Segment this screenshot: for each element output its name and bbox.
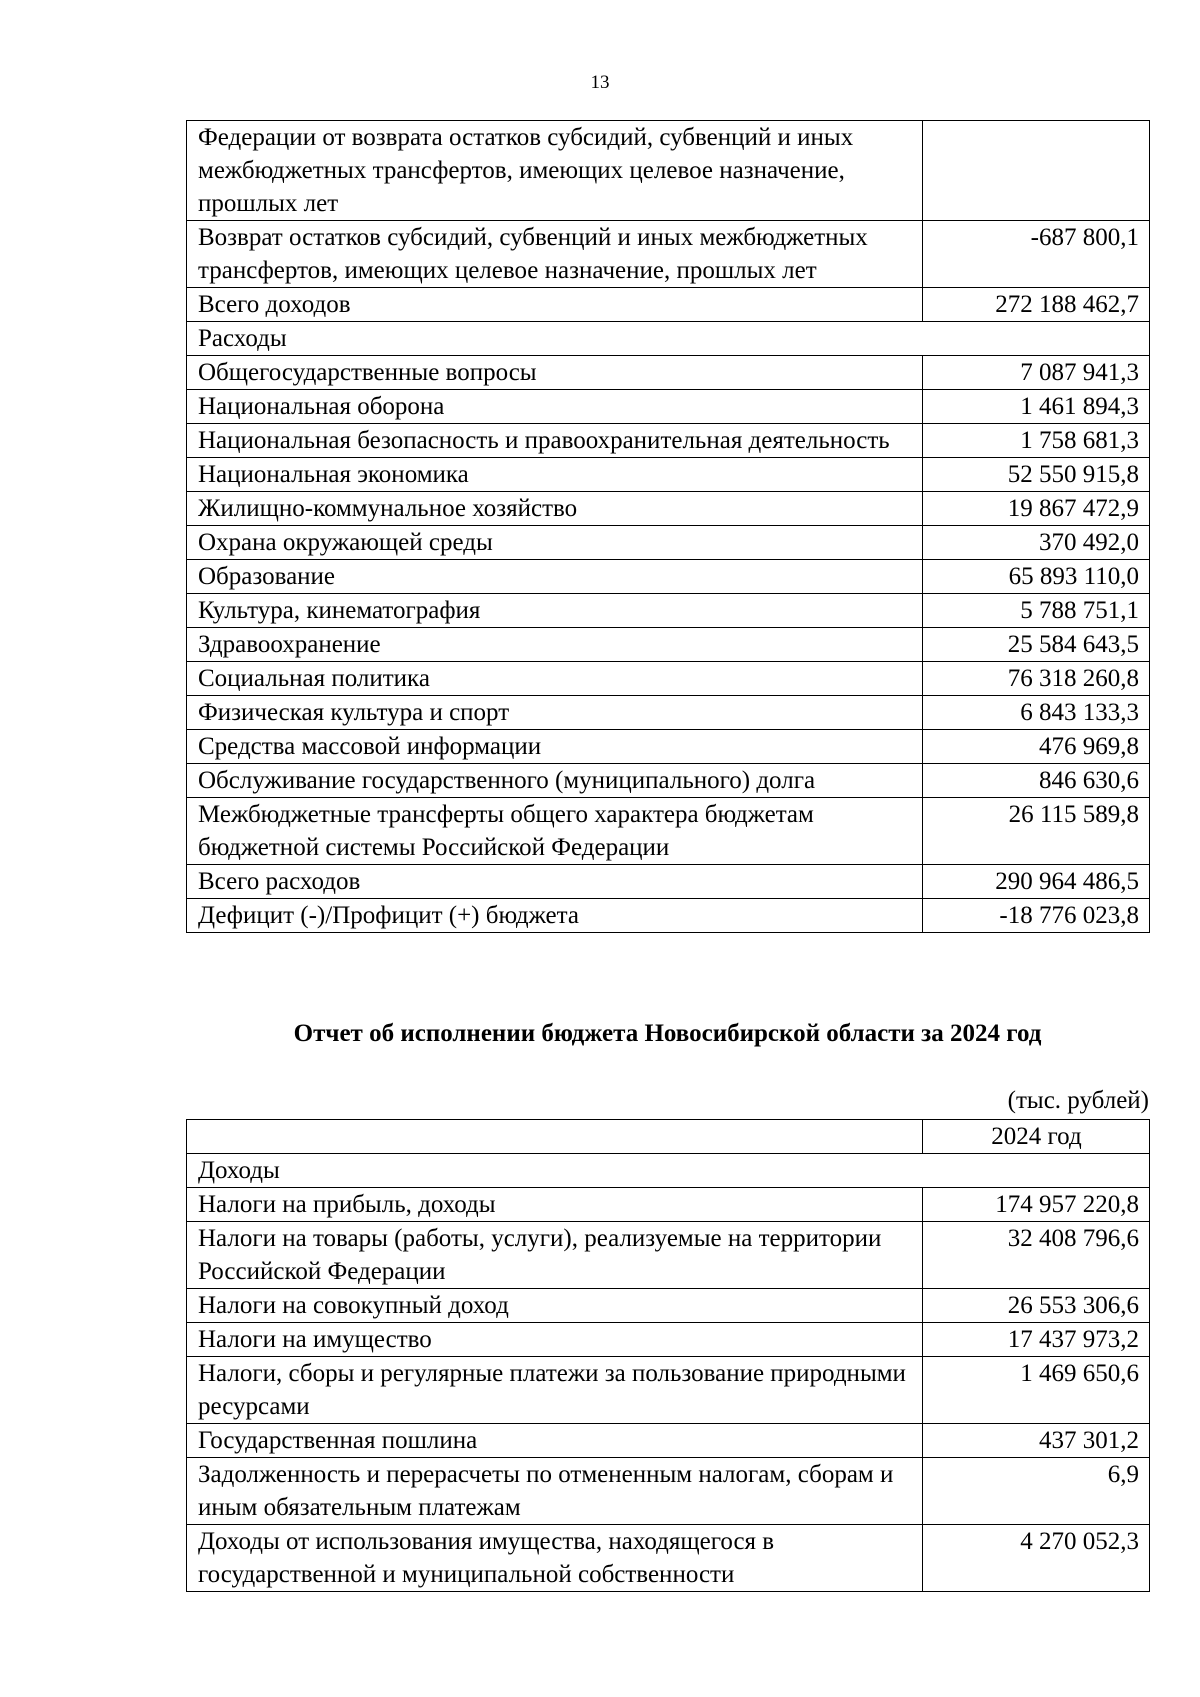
page-number: 13 <box>590 72 610 93</box>
row-value: 4 270 052,3 <box>923 1525 1150 1592</box>
header-label-cell <box>187 1120 923 1154</box>
row-value: -18 776 023,8 <box>923 899 1150 933</box>
row-value: 174 957 220,8 <box>923 1188 1150 1222</box>
row-value: 65 893 110,0 <box>923 560 1150 594</box>
row-label: Средства массовой информации <box>187 730 923 764</box>
row-value: 19 867 472,9 <box>923 492 1150 526</box>
table-row <box>187 1525 1150 1592</box>
row-value <box>923 121 1150 221</box>
row-label: Социальная политика <box>187 662 923 696</box>
row-value: 32 408 796,6 <box>923 1222 1150 1289</box>
row-value: 7 087 941,3 <box>923 356 1150 390</box>
row-label: Налоги на товары (работы, услуги), реализуемые на территории Российской Федерации <box>187 1222 923 1289</box>
row-label: Федерации от возврата остатков субсидий, субвенций и иных межбюджетных трансфертов, имеющих целевое назначение, прошлых лет <box>187 121 923 221</box>
table-row <box>187 526 1150 560</box>
row-label: Доходы <box>187 1154 1150 1188</box>
row-label: Национальная экономика <box>187 458 923 492</box>
table-row <box>187 696 1150 730</box>
table-row <box>187 1222 1150 1289</box>
table-row <box>187 1357 1150 1424</box>
row-value: 6,9 <box>923 1458 1150 1525</box>
table-header-row <box>187 1120 1150 1154</box>
row-value: 476 969,8 <box>923 730 1150 764</box>
table-row <box>187 628 1150 662</box>
table-row <box>187 424 1150 458</box>
row-label: Налоги, сборы и регулярные платежи за пользование природными ресурсами <box>187 1357 923 1424</box>
table-row <box>187 390 1150 424</box>
row-label: Национальная оборона <box>187 390 923 424</box>
row-label: Всего доходов <box>187 288 923 322</box>
table-row <box>187 899 1150 933</box>
row-label: Физическая культура и спорт <box>187 696 923 730</box>
row-value: 26 553 306,6 <box>923 1289 1150 1323</box>
budget-table-continued <box>186 120 1150 933</box>
row-value: 846 630,6 <box>923 764 1150 798</box>
table-row <box>187 560 1150 594</box>
section-title: Отчет об исполнении бюджета Новосибирской области за 2024 год <box>293 1020 1042 1047</box>
row-label: Образование <box>187 560 923 594</box>
table-row <box>187 798 1150 865</box>
row-label: Доходы от использования имущества, находящегося в государственной и муниципальной собственности <box>187 1525 923 1592</box>
section-row <box>187 322 1150 356</box>
table-row <box>187 730 1150 764</box>
table-row <box>187 458 1150 492</box>
row-value: 26 115 589,8 <box>923 798 1150 865</box>
row-value: 437 301,2 <box>923 1424 1150 1458</box>
row-label: Культура, кинематография <box>187 594 923 628</box>
table-row <box>187 1289 1150 1323</box>
row-value: 5 788 751,1 <box>923 594 1150 628</box>
row-value: 1 469 650,6 <box>923 1357 1150 1424</box>
table-row <box>187 662 1150 696</box>
table-row <box>187 121 1150 221</box>
row-label: Налоги на имущество <box>187 1323 923 1357</box>
budget-report-table <box>186 1119 1150 1592</box>
row-value: 52 550 915,8 <box>923 458 1150 492</box>
row-value: 6 843 133,3 <box>923 696 1150 730</box>
row-label: Всего расходов <box>187 865 923 899</box>
row-label: Здравоохранение <box>187 628 923 662</box>
row-label: Межбюджетные трансферты общего характера бюджетам бюджетной системы Российской Федерации <box>187 798 923 865</box>
row-label: Расходы <box>187 322 1150 356</box>
section-row <box>187 1154 1150 1188</box>
table-row <box>187 221 1150 288</box>
row-value: 290 964 486,5 <box>923 865 1150 899</box>
table-row <box>187 1188 1150 1222</box>
table-row <box>187 865 1150 899</box>
row-label: Общегосударственные вопросы <box>187 356 923 390</box>
row-value: 370 492,0 <box>923 526 1150 560</box>
row-label: Дефицит (-)/Профицит (+) бюджета <box>187 899 923 933</box>
table-row <box>187 764 1150 798</box>
row-value: 25 584 643,5 <box>923 628 1150 662</box>
row-label: Налоги на совокупный доход <box>187 1289 923 1323</box>
row-value: 1 758 681,3 <box>923 424 1150 458</box>
table-row <box>187 1424 1150 1458</box>
table-row <box>187 356 1150 390</box>
table-row <box>187 288 1150 322</box>
row-label: Возврат остатков субсидий, субвенций и иных межбюджетных трансфертов, имеющих целевое назначение, прошлых лет <box>187 221 923 288</box>
row-label: Задолженность и перерасчеты по отмененным налогам, сборам и иным обязательным платежам <box>187 1458 923 1525</box>
row-label: Национальная безопасность и правоохранительная деятельность <box>187 424 923 458</box>
row-label: Налоги на прибыль, доходы <box>187 1188 923 1222</box>
units-label: (тыс. рублей) <box>1007 1087 1149 1114</box>
row-value: -687 800,1 <box>923 221 1150 288</box>
header-year-cell: 2024 год <box>923 1120 1150 1154</box>
row-label: Государственная пошлина <box>187 1424 923 1458</box>
table-row <box>187 1323 1150 1357</box>
row-label: Охрана окружающей среды <box>187 526 923 560</box>
row-label: Жилищно-коммунальное хозяйство <box>187 492 923 526</box>
row-value: 17 437 973,2 <box>923 1323 1150 1357</box>
table-row <box>187 1458 1150 1525</box>
table-row <box>187 492 1150 526</box>
row-value: 1 461 894,3 <box>923 390 1150 424</box>
row-label: Обслуживание государственного (муниципального) долга <box>187 764 923 798</box>
row-value: 76 318 260,8 <box>923 662 1150 696</box>
table-row <box>187 594 1150 628</box>
row-value: 272 188 462,7 <box>923 288 1150 322</box>
